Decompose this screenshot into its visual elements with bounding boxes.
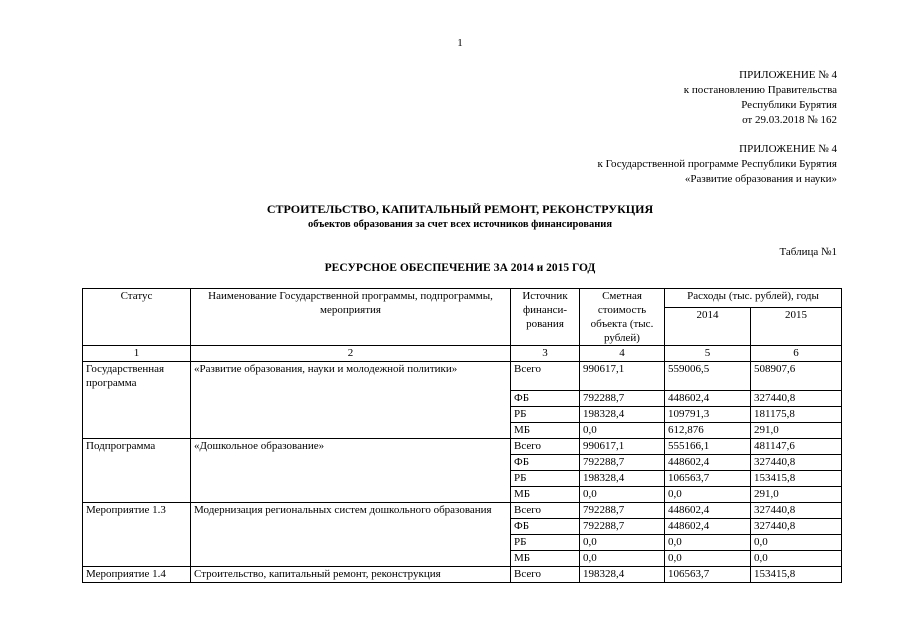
cost-cell: 198328,4 (580, 566, 665, 582)
appendix-program-title: ПРИЛОЖЕНИЕ № 4 (739, 143, 837, 155)
cost-cell: 198328,4 (580, 406, 665, 422)
name-cell (191, 406, 511, 422)
resource-table (82, 288, 842, 583)
table-row (83, 502, 842, 518)
column-number: 6 (751, 346, 842, 362)
year-2014-cell: 0,0 (665, 550, 751, 566)
year-2014-cell: 555166,1 (665, 438, 751, 454)
year-2014-cell: 448602,4 (665, 502, 751, 518)
table-row (83, 422, 842, 438)
header-expenses: Расходы (тыс. рублей), годы (665, 289, 842, 308)
status-cell (83, 470, 191, 486)
header-name: Наименование Государственной программы, подпрограммы, мероприятия (191, 289, 511, 346)
year-2014-cell: 106563,7 (665, 566, 751, 582)
name-cell (191, 422, 511, 438)
year-2015-cell: 291,0 (751, 422, 842, 438)
header-year-2014: 2014 (665, 307, 751, 345)
year-2014-cell: 0,0 (665, 486, 751, 502)
cost-cell: 0,0 (580, 486, 665, 502)
status-cell (83, 550, 191, 566)
year-2015-cell: 153415,8 (751, 470, 842, 486)
column-number: 1 (83, 346, 191, 362)
source-cell: РБ (511, 470, 580, 486)
year-2015-cell: 327440,8 (751, 518, 842, 534)
source-cell: ФБ (511, 454, 580, 470)
column-number: 2 (191, 346, 511, 362)
source-cell: Всего (511, 438, 580, 454)
appendix-program-line1: к Государственной программе Республики Бурятия (597, 158, 837, 170)
status-cell (83, 390, 191, 406)
status-cell (83, 534, 191, 550)
header-source: Источник финанси-рования (511, 289, 580, 346)
year-2014-cell: 612,876 (665, 422, 751, 438)
table-row (83, 470, 842, 486)
cost-cell: 792288,7 (580, 390, 665, 406)
source-cell: Всего (511, 566, 580, 582)
header-cost: Сметная стоимость объекта (тыс. рублей) (580, 289, 665, 346)
table-title: РЕСУРСНОЕ ОБЕСПЕЧЕНИЕ ЗА 2014 и 2015 ГОД (324, 262, 596, 274)
status-cell (83, 406, 191, 422)
status-cell (83, 422, 191, 438)
name-cell (191, 454, 511, 470)
table-row (83, 406, 842, 422)
source-cell: Всего (511, 502, 580, 518)
year-2014-cell: 448602,4 (665, 390, 751, 406)
status-cell: Мероприятие 1.4 (83, 566, 191, 582)
table-row (83, 438, 842, 454)
year-2015-cell: 291,0 (751, 486, 842, 502)
name-cell: Модернизация региональных систем дошкольного образования (191, 502, 511, 518)
source-cell: МБ (511, 550, 580, 566)
table-number: Таблица №1 (779, 246, 837, 258)
column-number: 5 (665, 346, 751, 362)
appendix-government-line2: Республики Бурятия (741, 99, 837, 111)
table-row (83, 486, 842, 502)
appendix-government-line3: от 29.03.2018 № 162 (742, 114, 837, 126)
document-subtitle: объектов образования за счет всех источников финансирования (307, 219, 613, 230)
year-2015-cell: 0,0 (751, 550, 842, 566)
page-number: 1 (457, 37, 463, 49)
header-row (83, 289, 842, 308)
cost-cell: 792288,7 (580, 454, 665, 470)
year-2014-cell: 0,0 (665, 534, 751, 550)
year-2015-cell: 508907,6 (751, 362, 842, 391)
year-2015-cell: 153415,8 (751, 566, 842, 582)
source-cell: РБ (511, 406, 580, 422)
cost-cell: 792288,7 (580, 518, 665, 534)
source-cell: РБ (511, 534, 580, 550)
status-cell: Мероприятие 1.3 (83, 502, 191, 518)
name-cell: «Развитие образования, науки и молодежной политики» (191, 362, 511, 391)
table-row (83, 518, 842, 534)
year-2015-cell: 0,0 (751, 534, 842, 550)
table-row (83, 534, 842, 550)
year-2014-cell: 448602,4 (665, 518, 751, 534)
name-cell (191, 550, 511, 566)
table-row (83, 454, 842, 470)
appendix-program-line2: «Развитие образования и науки» (684, 173, 837, 185)
status-cell (83, 486, 191, 502)
name-cell (191, 534, 511, 550)
source-cell: Всего (511, 362, 580, 391)
year-2015-cell: 181175,8 (751, 406, 842, 422)
header-year-2015: 2015 (751, 307, 842, 345)
table-row (83, 566, 842, 582)
cost-cell: 0,0 (580, 422, 665, 438)
year-2014-cell: 106563,7 (665, 470, 751, 486)
source-cell: ФБ (511, 518, 580, 534)
source-cell: ФБ (511, 390, 580, 406)
year-2015-cell: 481147,6 (751, 438, 842, 454)
source-cell: МБ (511, 422, 580, 438)
table-row (83, 362, 842, 391)
appendix-government-line1: к постановлению Правительства (683, 84, 837, 96)
status-cell: Подпрограмма (83, 438, 191, 454)
name-cell: «Дошкольное образование» (191, 438, 511, 454)
column-number: 4 (580, 346, 665, 362)
name-cell (191, 486, 511, 502)
year-2015-cell: 327440,8 (751, 454, 842, 470)
status-cell (83, 454, 191, 470)
cost-cell: 198328,4 (580, 470, 665, 486)
table-row (83, 390, 842, 406)
cost-cell: 990617,1 (580, 438, 665, 454)
cost-cell: 990617,1 (580, 362, 665, 391)
name-cell (191, 470, 511, 486)
column-number-row (83, 346, 842, 362)
status-cell: Государственная программа (83, 362, 191, 391)
appendix-program-block (597, 142, 837, 187)
cost-cell: 0,0 (580, 550, 665, 566)
name-cell: Строительство, капитальный ремонт, реконструкция (191, 566, 511, 582)
status-cell (83, 518, 191, 534)
appendix-government-title: ПРИЛОЖЕНИЕ № 4 (739, 69, 837, 81)
year-2014-cell: 109791,3 (665, 406, 751, 422)
name-cell (191, 390, 511, 406)
year-2015-cell: 327440,8 (751, 390, 842, 406)
document-title: СТРОИТЕЛЬСТВО, КАПИТАЛЬНЫЙ РЕМОНТ, РЕКОНСТРУКЦИЯ (266, 202, 654, 216)
table-row (83, 550, 842, 566)
name-cell (191, 518, 511, 534)
source-cell: МБ (511, 486, 580, 502)
appendix-government-block (684, 68, 837, 128)
cost-cell: 792288,7 (580, 502, 665, 518)
year-2014-cell: 448602,4 (665, 454, 751, 470)
year-2014-cell: 559006,5 (665, 362, 751, 391)
cost-cell: 0,0 (580, 534, 665, 550)
header-status: Статус (83, 289, 191, 346)
year-2015-cell: 327440,8 (751, 502, 842, 518)
column-number: 3 (511, 346, 580, 362)
